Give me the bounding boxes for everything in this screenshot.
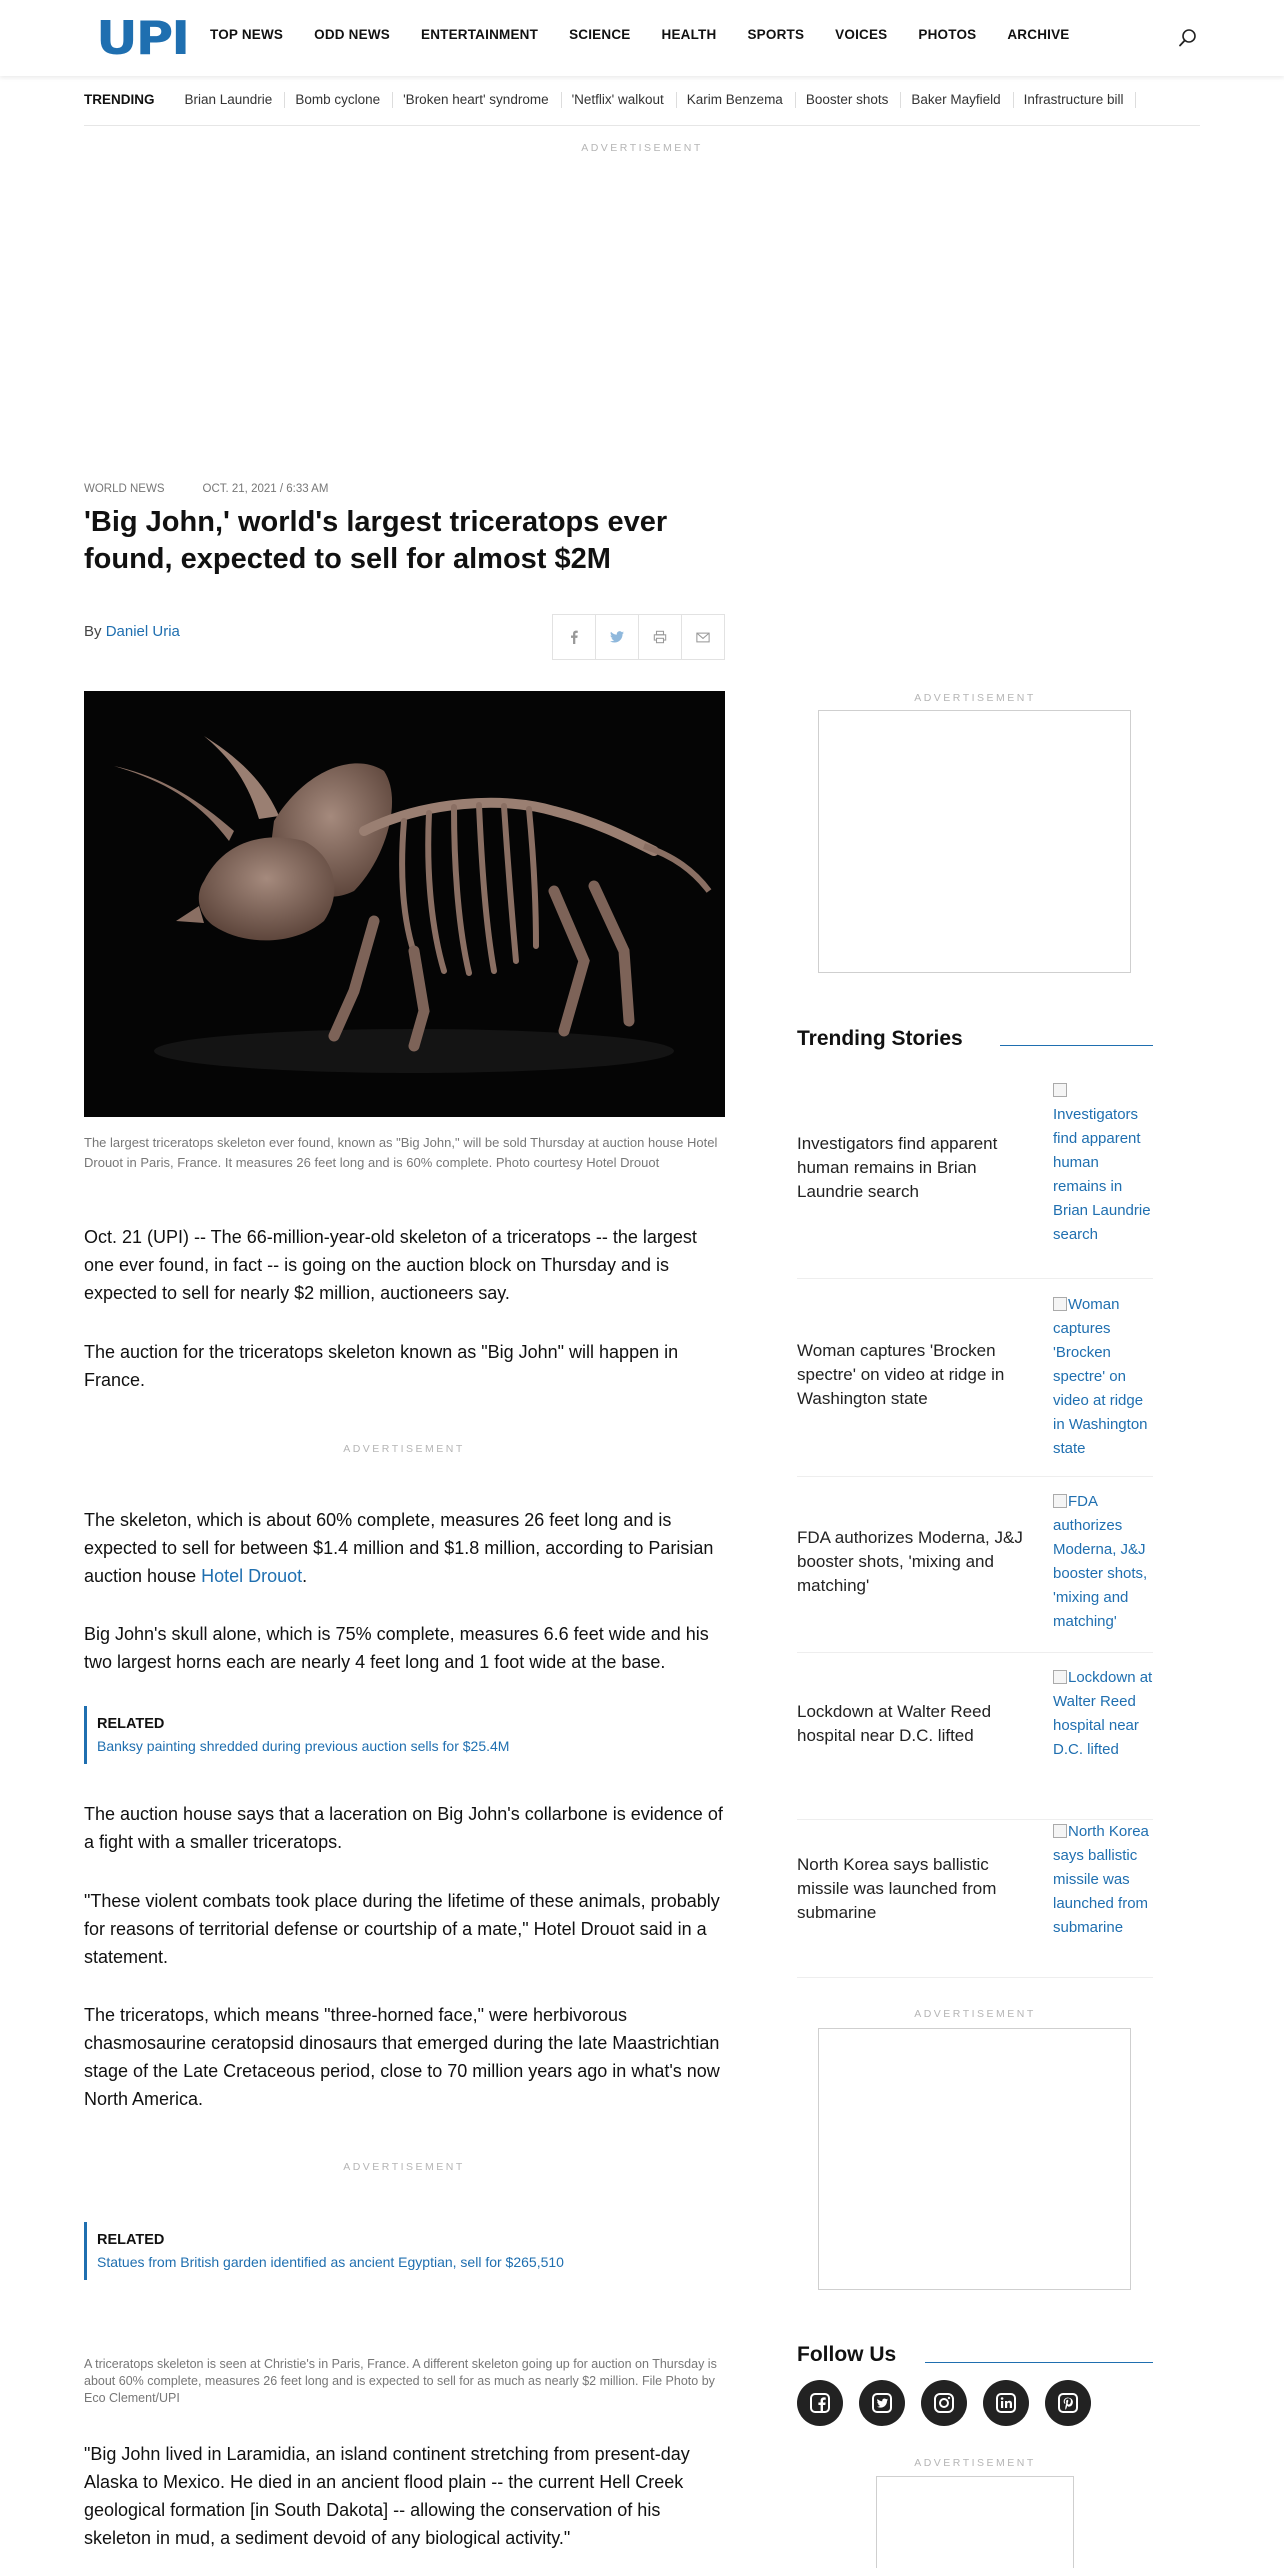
facebook-link[interactable] xyxy=(797,2380,843,2426)
nav-voices[interactable]: VOICES xyxy=(835,27,888,42)
trending-stories-title: Trending Stories xyxy=(797,1027,963,1050)
nav-archive[interactable]: ARCHIVE xyxy=(1007,27,1070,42)
trending-bar xyxy=(84,92,1200,126)
share-facebook-button[interactable] xyxy=(553,615,596,659)
related-label: RELATED xyxy=(97,1716,165,1732)
story-title[interactable]: North Korea says ballistic missile was launched from submarine xyxy=(797,1855,997,1922)
trending-item[interactable]: Booster shots xyxy=(796,92,902,108)
trending-item[interactable]: Bomb cyclone xyxy=(285,92,393,108)
nav-top-news[interactable]: TOP NEWS xyxy=(210,27,284,42)
nav-odd-news[interactable]: ODD NEWS xyxy=(314,27,390,42)
article-paragraph: Big John's skull alone, which is 75% complete, measures 6.6 feet wide and his two largest horns each are nearly 4 feet long and 1 foot wide at the base. xyxy=(84,1624,709,1672)
article-section[interactable]: WORLD NEWS xyxy=(84,483,165,495)
trending-item[interactable]: Infrastructure bill xyxy=(1014,92,1137,108)
trending-item[interactable]: 'Broken heart' syndrome xyxy=(393,92,561,108)
article-date: OCT. 21, 2021 / 6:33 AM xyxy=(202,483,329,495)
related-label: RELATED xyxy=(97,2232,165,2248)
trending-story[interactable] xyxy=(797,1653,1153,1820)
trending-story[interactable] xyxy=(797,1820,1153,1978)
section-rule xyxy=(925,2362,1153,2363)
printer-icon xyxy=(653,630,667,644)
story-title[interactable]: Lockdown at Walter Reed hospital near D.C. lifted xyxy=(797,1702,992,1745)
twitter-icon xyxy=(871,2392,893,2414)
broken-image-icon xyxy=(1053,1824,1067,1838)
share-bar xyxy=(552,614,725,660)
thumbnail-alt-text: North Korea says ballistic missile was launched from submarine xyxy=(1053,1823,1149,1936)
byline xyxy=(84,623,180,640)
article-headline: 'Big John,' world's largest triceratops ever found, expected to sell for almost $2M xyxy=(84,506,668,575)
twitter-link[interactable] xyxy=(859,2380,905,2426)
advertisement-label: ADVERTISEMENT xyxy=(581,142,703,154)
article-paragraph: "These violent combats took place during the lifetime of these animals, probably for reasons of territorial defense or courtship of a mate," Hotel Drouot said in a statement. xyxy=(84,1891,720,1967)
social-links xyxy=(797,2380,1107,2426)
broken-image-icon xyxy=(1053,1297,1067,1311)
trending-story[interactable] xyxy=(797,1070,1153,1279)
sidebar-ad-slot[interactable] xyxy=(818,710,1131,973)
story-title[interactable]: Woman captures 'Brocken spectre' on video at ridge in Washington state xyxy=(797,1341,1005,1408)
related-link[interactable]: Statues from British garden identified as ancient Egyptian, sell for $265,510 xyxy=(97,2254,564,2270)
thumbnail-alt-text: Woman captures 'Brocken spectre' on video at ridge in Washington state xyxy=(1053,1296,1148,1457)
facebook-icon xyxy=(809,2392,831,2414)
related-box xyxy=(84,2222,724,2280)
thumbnail-alt-text: Investigators find apparent human remains in Brian Laundrie search xyxy=(1053,1106,1151,1243)
linkedin-link[interactable] xyxy=(983,2380,1029,2426)
sidebar-ad-slot[interactable] xyxy=(818,2028,1131,2290)
article-paragraph: "Big John lived in Laramidia, an island continent stretching from present-day Alaska to Mexico. He died in an ancient flood plain -- the current Hell Creek geological formation [in South Dakota] -- allowing the conservation of his skeleton in mud, a sediment devoid of any biological activity." xyxy=(84,2444,690,2548)
pinterest-icon xyxy=(1057,2392,1079,2414)
article-paragraph: Oct. 21 (UPI) -- The 66-million-year-old skeleton of a triceratops -- the largest one ever found, in fact -- is going on the auction block on Thursday and is expected to sell for nearly $2 million, auctioneers say. xyxy=(84,1227,697,1303)
story-thumbnail[interactable] xyxy=(1053,1490,1153,1634)
linkedin-icon xyxy=(995,2392,1017,2414)
envelope-icon xyxy=(696,632,710,643)
story-thumbnail[interactable] xyxy=(1053,1820,1153,1940)
article-paragraph: The triceratops, which means "three-horned face," were herbivorous chasmosaurine ceratopsid dinosaurs that emerged during the late Maastrichtian stage of the Late Cretaceous period, close to 70 million years ago in what's now North America. xyxy=(84,2005,720,2109)
nav-sports[interactable]: SPORTS xyxy=(747,27,805,42)
print-button[interactable] xyxy=(639,615,682,659)
story-title[interactable]: Investigators find apparent human remains in Brian Laundrie search xyxy=(797,1134,998,1201)
thumbnail-alt-text: Lockdown at Walter Reed hospital near D.C. lifted xyxy=(1053,1669,1153,1758)
follow-us-title: Follow Us xyxy=(797,2343,897,2366)
article-paragraph: The auction for the triceratops skeleton known as "Big John" will happen in France. xyxy=(84,1342,679,1390)
section-rule xyxy=(1000,1045,1153,1046)
trending-story[interactable] xyxy=(797,1279,1153,1477)
triceratops-skeleton-illustration xyxy=(84,691,725,1117)
search-icon[interactable] xyxy=(1178,28,1198,48)
byline-prefix: By xyxy=(84,623,102,640)
instagram-icon xyxy=(933,2392,955,2414)
trending-item[interactable]: Baker Mayfield xyxy=(901,92,1013,108)
trending-story[interactable] xyxy=(797,1477,1153,1653)
nav-entertainment[interactable]: ENTERTAINMENT xyxy=(420,27,539,42)
thumbnail-alt-text: FDA authorizes Moderna, J&J booster shots, 'mixing and matching' xyxy=(1053,1493,1148,1630)
photo-caption: A triceratops skeleton is seen at Christie's in Paris, France. A different skeleton going up for auction on Thursday is about 60% complete, measures 26 feet long and is expected to sell for as much as nearly $2 million. File Photo by Eco Clement/UPI xyxy=(84,2357,717,2405)
trending-item[interactable]: Brian Laundrie xyxy=(175,92,286,108)
story-thumbnail[interactable] xyxy=(1053,1293,1153,1461)
hotel-drouot-link[interactable]: Hotel Drouot xyxy=(201,1566,303,1586)
upi-logo[interactable]: UPI xyxy=(96,11,189,65)
story-thumbnail[interactable] xyxy=(1053,1666,1153,1762)
broken-image-icon xyxy=(1053,1670,1067,1684)
instagram-link[interactable] xyxy=(921,2380,967,2426)
paragraph-text: The skeleton, which is about 60% complete, measures 26 feet long and is expected to sell for between $1.4 million and $1.8 million, according to Parisian auction house xyxy=(84,1510,714,1586)
sidebar-ad-slot[interactable] xyxy=(876,2476,1074,2568)
nav-photos[interactable]: PHOTOS xyxy=(918,27,977,42)
story-title[interactable]: FDA authorizes Moderna, J&J booster shots, 'mixing and matching' xyxy=(797,1528,1023,1595)
advertisement-label: ADVERTISEMENT xyxy=(914,2457,1036,2469)
trending-item[interactable]: Karim Benzema xyxy=(677,92,796,108)
broken-image-icon xyxy=(1053,1494,1067,1508)
nav-science[interactable]: SCIENCE xyxy=(569,27,631,42)
advertisement-label: ADVERTISEMENT xyxy=(914,2008,1036,2020)
related-box xyxy=(84,1706,724,1764)
trending-item[interactable]: 'Netflix' walkout xyxy=(562,92,677,108)
nav-health[interactable]: HEALTH xyxy=(661,27,717,42)
advertisement-label: ADVERTISEMENT xyxy=(343,1443,465,1455)
photo-caption: The largest triceratops skeleton ever found, known as "Big John," will be sold Thursday at auction house Hotel Drouot in Paris, France. It measures 26 feet long and is 60% complete. Photo courtesy Hotel Drouot xyxy=(84,1135,718,1170)
related-link[interactable]: Banksy painting shredded during previous auction sells for $25.4M xyxy=(97,1738,510,1754)
article-paragraph xyxy=(84,1506,724,1590)
share-twitter-button[interactable] xyxy=(596,615,639,659)
article-main-photo[interactable] xyxy=(84,691,725,1117)
trending-label: TRENDING xyxy=(84,92,155,107)
advertisement-label: ADVERTISEMENT xyxy=(914,692,1036,704)
story-thumbnail[interactable] xyxy=(1053,1079,1153,1247)
main-nav xyxy=(210,27,1101,42)
twitter-icon xyxy=(610,631,624,643)
pinterest-link[interactable] xyxy=(1045,2380,1091,2426)
advertisement-label: ADVERTISEMENT xyxy=(343,2161,465,2173)
author-link[interactable]: Daniel Uria xyxy=(105,623,180,640)
site-header xyxy=(0,0,1284,76)
article-meta xyxy=(84,483,328,495)
paragraph-text: . xyxy=(302,1566,308,1586)
broken-image-icon xyxy=(1053,1083,1067,1097)
article-paragraph: The auction house says that a laceration on Big John's collarbone is evidence of a fight with a smaller triceratops. xyxy=(84,1804,723,1852)
email-button[interactable] xyxy=(682,615,724,659)
facebook-icon xyxy=(569,630,579,644)
